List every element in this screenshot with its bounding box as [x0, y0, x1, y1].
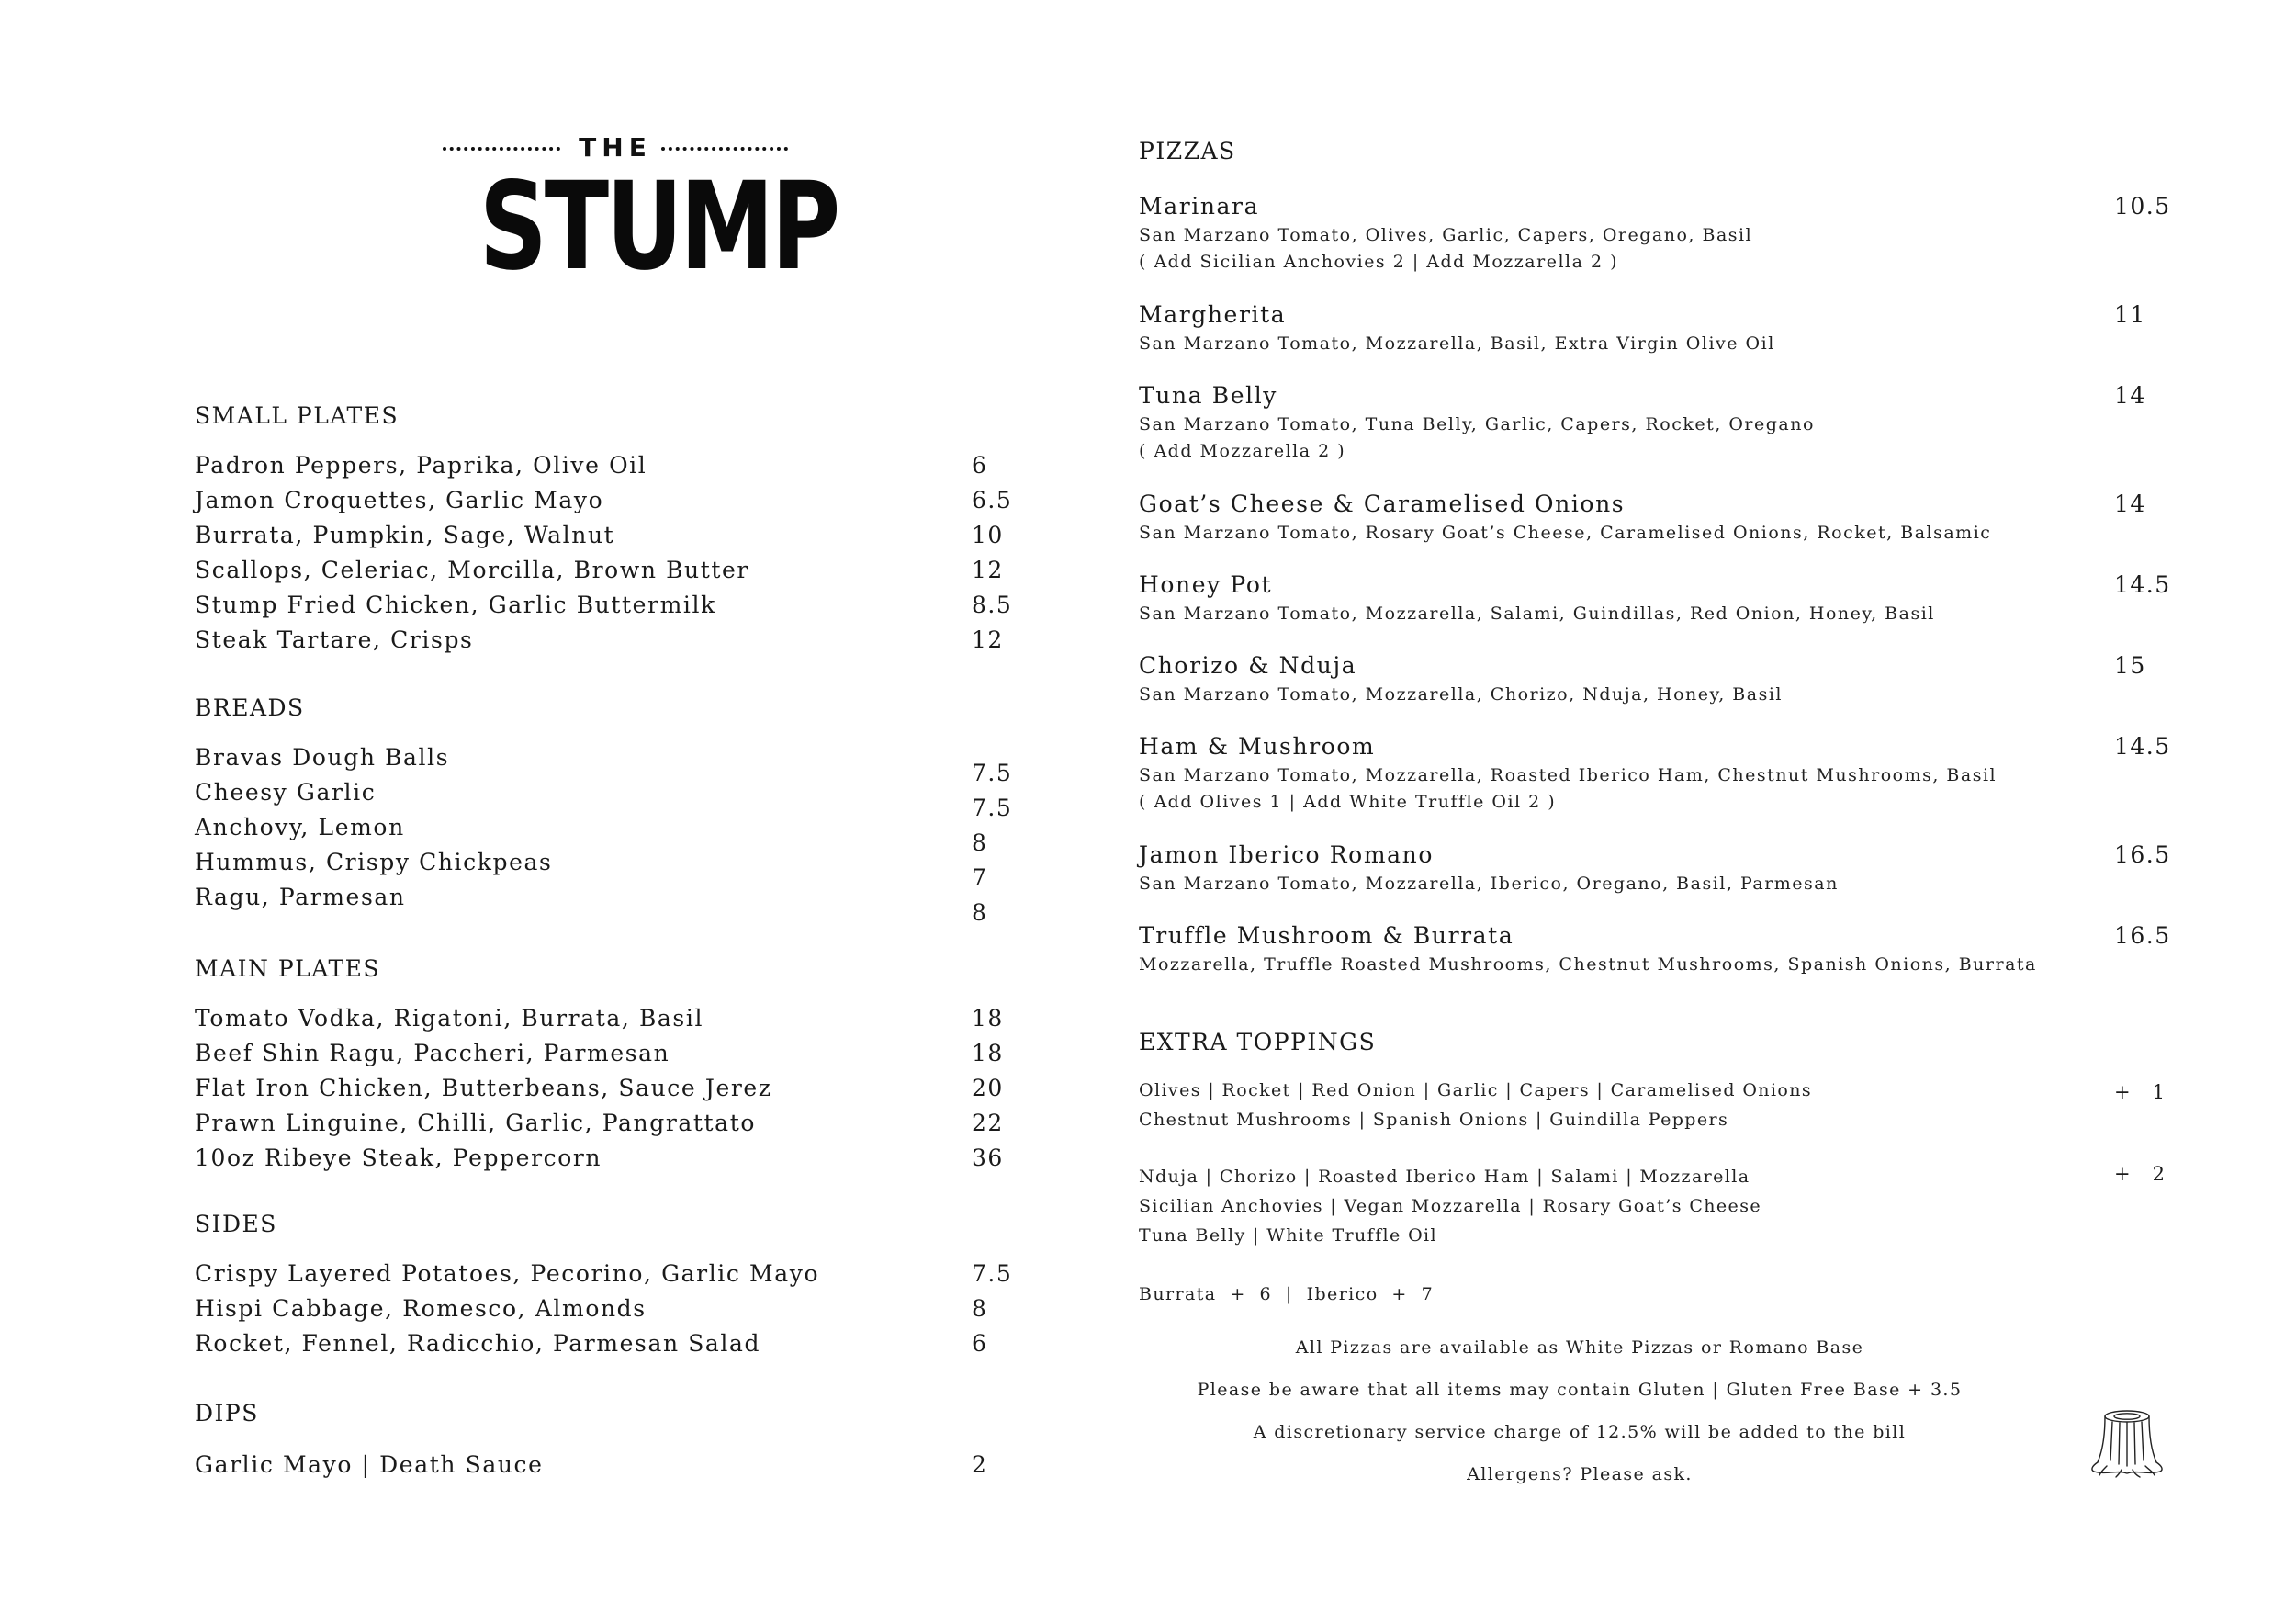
extra-toppings-heading: EXTRA TOPPINGS: [1139, 1029, 1377, 1055]
menu-item: Ragu, Parmesan: [195, 884, 406, 910]
pizza-price: 14.5: [2114, 571, 2171, 598]
menu-price: 36: [972, 1145, 1004, 1171]
pizza-name: Chorizo & Nduja: [1139, 652, 1357, 679]
sides-heading: SIDES: [195, 1211, 277, 1237]
toppings-price: + 2: [2114, 1163, 2166, 1185]
menu-price: 8: [972, 829, 988, 856]
menu-item: Rocket, Fennel, Radicchio, Parmesan Salad: [195, 1330, 761, 1357]
menu-price: 7.5: [972, 795, 1013, 821]
pizza-desc: San Marzano Tomato, Mozzarella, Salami, Guindillas, Red Onion, Honey, Basil: [1139, 603, 1935, 624]
small-plates-heading: SMALL PLATES: [195, 402, 400, 429]
logo-dots-right: [661, 147, 788, 151]
menu-item: Burrata, Pumpkin, Sage, Walnut: [195, 522, 615, 548]
menu-price: 18: [972, 1040, 1004, 1066]
note-allergens: Allergens? Please ask.: [1467, 1464, 1693, 1484]
menu-item: Garlic Mayo | Death Sauce: [195, 1451, 544, 1478]
pizza-price: 14: [2114, 491, 2146, 517]
pizza-desc: San Marzano Tomato, Mozzarella, Basil, Extra Virgin Olive Oil: [1139, 333, 1775, 354]
dips-heading: DIPS: [195, 1400, 259, 1427]
menu-price: 2: [972, 1451, 988, 1478]
menu-price: 20: [972, 1075, 1004, 1101]
toppings-line: Nduja | Chorizo | Roasted Iberico Ham | Salami | Mozzarella: [1139, 1167, 1750, 1187]
toppings-line: Tuna Belly | White Truffle Oil: [1139, 1225, 1437, 1246]
pizza-price: 16.5: [2114, 841, 2171, 868]
pizzas-heading: PIZZAS: [1139, 138, 1236, 164]
tree-stump-icon: [2088, 1405, 2166, 1479]
pizza-desc: San Marzano Tomato, Olives, Garlic, Capers, Oregano, Basil: [1139, 225, 1753, 245]
menu-price: 22: [972, 1110, 1004, 1136]
menu-item: Padron Peppers, Paprika, Olive Oil: [195, 452, 647, 479]
pizza-price: 11: [2114, 301, 2146, 328]
pizza-desc: ( Add Mozzarella 2 ): [1139, 441, 1346, 461]
menu-price: 12: [972, 626, 1004, 653]
toppings-line: Chestnut Mushrooms | Spanish Onions | Guindilla Peppers: [1139, 1110, 1729, 1130]
menu-item: Jamon Croquettes, Garlic Mayo: [195, 487, 604, 513]
menu-price: 6: [972, 452, 988, 479]
menu-item: Hummus, Crispy Chickpeas: [195, 849, 553, 875]
pizza-desc: ( Add Olives 1 | Add White Truffle Oil 2 ): [1139, 792, 1557, 812]
pizza-desc: San Marzano Tomato, Mozzarella, Roasted Iberico Ham, Chestnut Mushrooms, Basil: [1139, 765, 1998, 785]
menu-price: 6: [972, 1330, 988, 1357]
pizza-name: Ham & Mushroom: [1139, 733, 1376, 760]
menu-item: Bravas Dough Balls: [195, 744, 450, 771]
menu-item: Cheesy Garlic: [195, 779, 377, 806]
menu-price: 12: [972, 557, 1004, 583]
menu-price: 18: [972, 1005, 1004, 1032]
menu-price: 8: [972, 1295, 988, 1322]
pizza-price: 14: [2114, 382, 2146, 409]
pizza-desc: San Marzano Tomato, Mozzarella, Chorizo, Nduja, Honey, Basil: [1139, 684, 1783, 705]
menu-price: 7.5: [972, 760, 1013, 786]
main-plates-heading: MAIN PLATES: [195, 955, 381, 982]
note-service-charge: A discretionary service charge of 12.5% will be added to the bill: [1253, 1422, 1907, 1442]
menu-item: Tomato Vodka, Rigatoni, Burrata, Basil: [195, 1005, 704, 1032]
pizza-name: Honey Pot: [1139, 571, 1273, 598]
menu-item: Beef Shin Ragu, Paccheri, Parmesan: [195, 1040, 670, 1066]
pizza-desc: San Marzano Tomato, Tuna Belly, Garlic, Capers, Rocket, Oregano: [1139, 414, 1815, 434]
pizza-name: Goat’s Cheese & Caramelised Onions: [1139, 491, 1626, 517]
pizza-name: Marinara: [1139, 193, 1260, 220]
menu-price: 7: [972, 864, 988, 891]
menu-item: Prawn Linguine, Chilli, Garlic, Pangrattato: [195, 1110, 756, 1136]
toppings-line: Sicilian Anchovies | Vegan Mozzarella | Rosary Goat’s Cheese: [1139, 1196, 1761, 1216]
toppings-price: + 1: [2114, 1081, 2166, 1103]
menu-price: 7.5: [972, 1260, 1013, 1287]
menu-item: Steak Tartare, Crisps: [195, 626, 474, 653]
pizza-name: Jamon Iberico Romano: [1139, 841, 1434, 868]
breads-heading: BREADS: [195, 694, 305, 721]
note-white-pizzas: All Pizzas are available as White Pizzas or Romano Base: [1295, 1337, 1864, 1358]
pizza-desc: San Marzano Tomato, Mozzarella, Iberico, Oregano, Basil, Parmesan: [1139, 874, 1839, 894]
menu-item: Stump Fried Chicken, Garlic Buttermilk: [195, 592, 716, 618]
pizza-price: 16.5: [2114, 922, 2171, 949]
logo: [441, 129, 838, 298]
logo-stump: STUMP: [478, 156, 838, 298]
menu-item: Anchovy, Lemon: [195, 814, 405, 840]
menu-item: Scallops, Celeriac, Morcilla, Brown Butter: [195, 557, 749, 583]
pizza-name: Truffle Mushroom & Burrata: [1139, 922, 1514, 949]
pizza-desc: Mozzarella, Truffle Roasted Mushrooms, Chestnut Mushrooms, Spanish Onions, Burrata: [1139, 954, 2037, 975]
pizza-desc: ( Add Sicilian Anchovies 2 | Add Mozzarella 2 ): [1139, 252, 1619, 272]
logo-the: THE: [579, 132, 652, 163]
toppings-line: Olives | Rocket | Red Onion | Garlic | Capers | Caramelised Onions: [1139, 1080, 1813, 1100]
menu-item: Hispi Cabbage, Romesco, Almonds: [195, 1295, 647, 1322]
menu-price: 6.5: [972, 487, 1013, 513]
menu-price: 8: [972, 899, 988, 926]
pizza-price: 15: [2114, 652, 2146, 679]
pizza-name: Tuna Belly: [1139, 382, 1278, 409]
toppings-specials: Burrata + 6 | Iberico + 7: [1139, 1284, 1435, 1304]
menu-item: 10oz Ribeye Steak, Peppercorn: [195, 1145, 602, 1171]
menu-price: 10: [972, 522, 1004, 548]
pizza-name: Margherita: [1139, 301, 1287, 328]
pizza-price: 10.5: [2114, 193, 2171, 220]
pizza-desc: San Marzano Tomato, Rosary Goat’s Cheese, Caramelised Onions, Rocket, Balsamic: [1139, 523, 1992, 543]
pizza-price: 14.5: [2114, 733, 2171, 760]
menu-item: Crispy Layered Potatoes, Pecorino, Garlic Mayo: [195, 1260, 820, 1287]
menu-item: Flat Iron Chicken, Butterbeans, Sauce Jerez: [195, 1075, 772, 1101]
note-gluten: Please be aware that all items may contain Gluten | Gluten Free Base + 3.5: [1197, 1380, 1963, 1400]
menu-price: 8.5: [972, 592, 1013, 618]
